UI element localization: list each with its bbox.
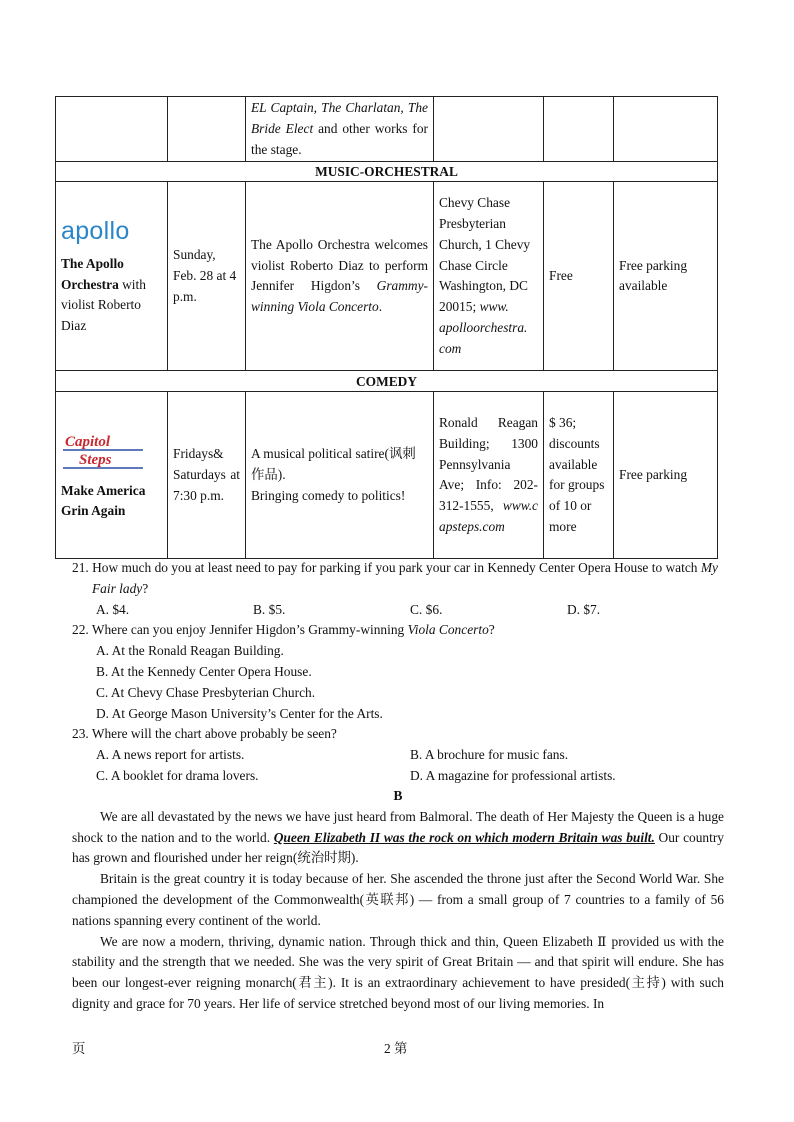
option-a: A. $4. — [96, 601, 130, 617]
event-name: The Apollo Orchestra — [61, 255, 124, 292]
option-d: D. A magazine for professional artists. — [410, 767, 616, 783]
event-parking: Free parking — [614, 392, 718, 559]
options-row — [72, 745, 724, 766]
events-table — [55, 96, 718, 559]
question-stem: 22. Where can you enjoy Jennifer Higdon’s Grammy-winning Viola Concerto? — [72, 622, 495, 638]
logo-line-1: Capitol — [65, 433, 111, 450]
footer-page-label: 页 — [72, 1041, 86, 1056]
option-b: B. $5. — [253, 601, 286, 617]
option-a: A. At the Ronald Reagan Building. — [96, 643, 284, 659]
question-23 — [72, 724, 724, 786]
reading-passage-b — [72, 786, 724, 1015]
capitol-steps-logo — [61, 431, 147, 471]
section-title: B — [393, 788, 403, 803]
event-place: Chevy Chase Presbyterian Church, 1 Chevy Chase Circle Washington, DC 20015; www. apolloorchestra. com — [434, 182, 544, 371]
event-description: EL Captain, The Charlatan, The Bride Elect and other works for the stage. — [246, 97, 434, 162]
apollo-logo: apollo — [61, 216, 130, 245]
page-footer — [0, 1038, 794, 1060]
option-c: C. At Chevy Chase Presbyterian Church. — [96, 684, 316, 700]
event-website: www.capsteps.com — [439, 498, 538, 534]
event-time: Fridays& Saturdays at 7:30 p.m. — [168, 392, 246, 559]
question-22 — [72, 620, 724, 724]
event-name: Make America Grin Again — [61, 482, 146, 519]
logo-line-2: Steps — [79, 451, 112, 468]
event-name-cell — [56, 182, 168, 371]
event-place: Ronald Reagan Building; 1300 Pennsylvania Ave; Info: 202-312-1555, www.capsteps.com — [434, 392, 544, 559]
option-b: B. A brochure for music fans. — [410, 747, 569, 763]
question-21 — [72, 558, 724, 620]
option-c: C. A booklet for drama lovers. — [96, 767, 259, 783]
table-row-capitol-steps — [56, 392, 718, 559]
options-row — [72, 766, 724, 787]
option-b: B. At the Kennedy Center Opera House. — [96, 663, 312, 679]
option-c: C. $6. — [410, 601, 443, 617]
event-description: The Apollo Orchestra welcomes violist Roberto Diaz to perform Jennifer Higdon’s Grammy-winning Viola Concerto. — [246, 182, 434, 371]
event-website: www. apolloorchestra. com — [439, 299, 528, 356]
event-price: Free — [544, 182, 614, 371]
section-header-music: MUSIC-ORCHESTRAL — [56, 162, 718, 182]
paragraph-3: We are now a modern, thriving, dynamic nation. Through thick and thin, Queen Elizabeth Ⅱ provided us with the stability and the strength that we needed. She was the very spirit of Great Britain — and that spirit will endure. She has been our longest-ever reigning monarch(君主). It is an extraordinary achievement to have presided(主持) with such dignity and grace for 70 years. Her life of service stretched beyond most of our living memories. In — [72, 933, 724, 1011]
section-header-comedy: COMEDY — [56, 371, 718, 392]
event-price: $ 36; discounts available for groups of 10 or more — [544, 392, 614, 559]
questions-section — [72, 558, 724, 787]
page-number: 2 第 — [384, 1041, 408, 1056]
option-d: D. $7. — [567, 601, 601, 617]
highlighted-sentence: Queen Elizabeth II was the rock on which modern Britain was built. — [273, 829, 655, 845]
option-d: D. At George Mason University’s Center for the Arts. — [96, 705, 383, 721]
question-stem: 23. Where will the chart above probably be seen? — [72, 726, 337, 742]
question-stem: 21. How much do you at least need to pay for parking if you park your car in Kennedy Center Opera House to watch My Fair lady? — [72, 560, 718, 596]
event-name-suffix: with violist Roberto Diaz — [61, 276, 146, 334]
paragraph-2: Britain is the great country it is today because of her. She ascended the throne just after the Second World War. She championed the development of the Commonwealth(英联邦) — from a small group of 7 countries to a family of 56 nations spanning every continent of the world. — [72, 871, 724, 928]
event-time: Sunday, Feb. 28 at 4 p.m. — [168, 182, 246, 371]
options-row — [72, 600, 724, 621]
event-description: A musical political satire(讽刺作品). Bringing comedy to politics! — [246, 392, 434, 559]
table-row-previous-event — [56, 97, 718, 162]
paragraph-1: We are all devastated by the news we have just heard from Balmoral. The death of Her Majesty the Queen is a huge shock to the nation and to the world. Queen Elizabeth II was the rock on which modern Britain was built. Our country has grown and flourished under her reign(统治时期). — [72, 808, 724, 866]
table-row-apollo — [56, 182, 718, 371]
option-a: A. A news report for artists. — [96, 747, 245, 763]
event-parking: Free parking available — [614, 182, 718, 371]
event-name-cell — [56, 392, 168, 559]
